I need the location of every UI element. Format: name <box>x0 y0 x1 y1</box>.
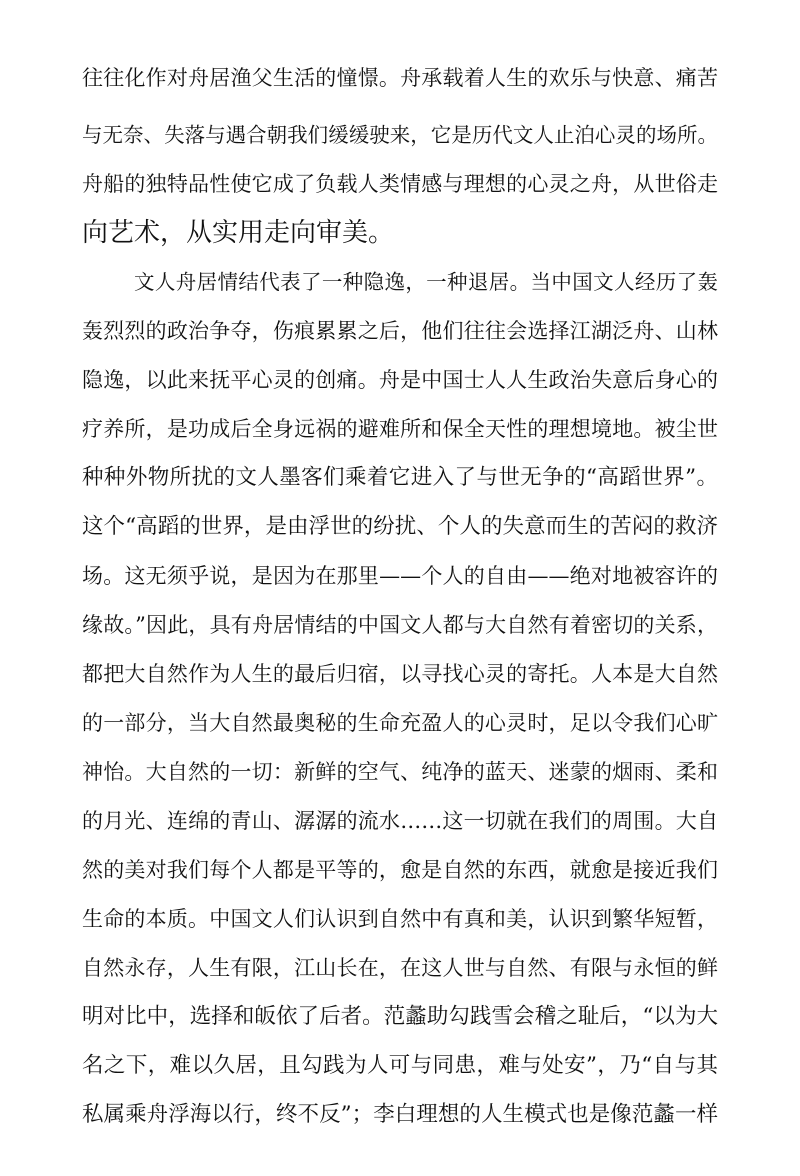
text-line: 生命的本质。中国文人们认识到自然中有真和美，认识到繁华短暂， <box>82 907 718 931</box>
text-line: 然的美对我们每个人都是平等的，愈是自然的东西，就愈是接近我们 <box>82 858 718 882</box>
text-line: 明对比中，选择和皈依了后者。范蠡助勾践雪会稽之耻后，“以为大 <box>82 1004 718 1029</box>
text-line: 隐逸，以此来抚平心灵的创痛。舟是中国士人人生政治失意后身心的 <box>82 368 718 392</box>
text-line: 舟船的独特品性使它成了负载人类情感与理想的心灵之舟，从世俗走 <box>82 172 718 196</box>
text-line: 的一部分，当大自然最奥秘的生命充盈人的心灵时，足以令我们心旷 <box>82 711 718 735</box>
text-line: 疗养所，是功成后全身远祸的避难所和保全天性的理想境地。被尘世 <box>82 417 718 441</box>
text-line: 缘故。”因此，具有舟居情结的中国文人都与大自然有着密切的关系， <box>82 613 718 637</box>
paragraph-first-line: 文人舟居情结代表了一种隐逸，一种退居。当中国文人经历了轰 <box>134 270 718 294</box>
text-line: 自然永存，人生有限，江山长在，在这人世与自然、有限与永恒的鲜 <box>82 956 718 980</box>
text-line: 与无奈、失落与遇合朝我们缓缓驶来，它是历代文人止泊心灵的场所。 <box>82 123 718 147</box>
text-line: 这个“高蹈的世界，是由浮世的纷扰、个人的失意而生的苦闷的救济 <box>82 514 718 539</box>
text-line: 的月光、连绵的青山、潺潺的流水……这一切就在我们的周围。大自 <box>82 809 718 833</box>
text-line: 都把大自然作为人生的最后归宿，以寻找心灵的寄托。人本是大自然 <box>82 662 718 686</box>
text-line: 场。这无须乎说，是因为在那里——个人的自由——绝对地被容许的 <box>82 564 718 588</box>
text-line: 轰烈烈的政治争夺，伤痕累累之后，他们往往会选择江湖泛舟、山林 <box>82 319 718 343</box>
text-line: 向艺术，从实用走向审美。 <box>82 218 395 248</box>
text-line: 往往化作对舟居渔父生活的憧憬。舟承载着人生的欢乐与快意、痛苦 <box>82 66 718 90</box>
text-line: 名之下，难以久居，且勾践为人可与同患，难与处安”，乃“自与其 <box>82 1053 718 1078</box>
text-line: 私属乘舟浮海以行，终不反”；李白理想的人生模式也是像范蠡一样 <box>82 1102 718 1127</box>
text-line: 种种外物所扰的文人墨客们乘着它进入了与世无争的“高蹈世界”。 <box>82 465 718 490</box>
text-line: 神怡。大自然的一切：新鲜的空气、纯净的蓝天、迷蒙的烟雨、柔和 <box>82 760 718 784</box>
